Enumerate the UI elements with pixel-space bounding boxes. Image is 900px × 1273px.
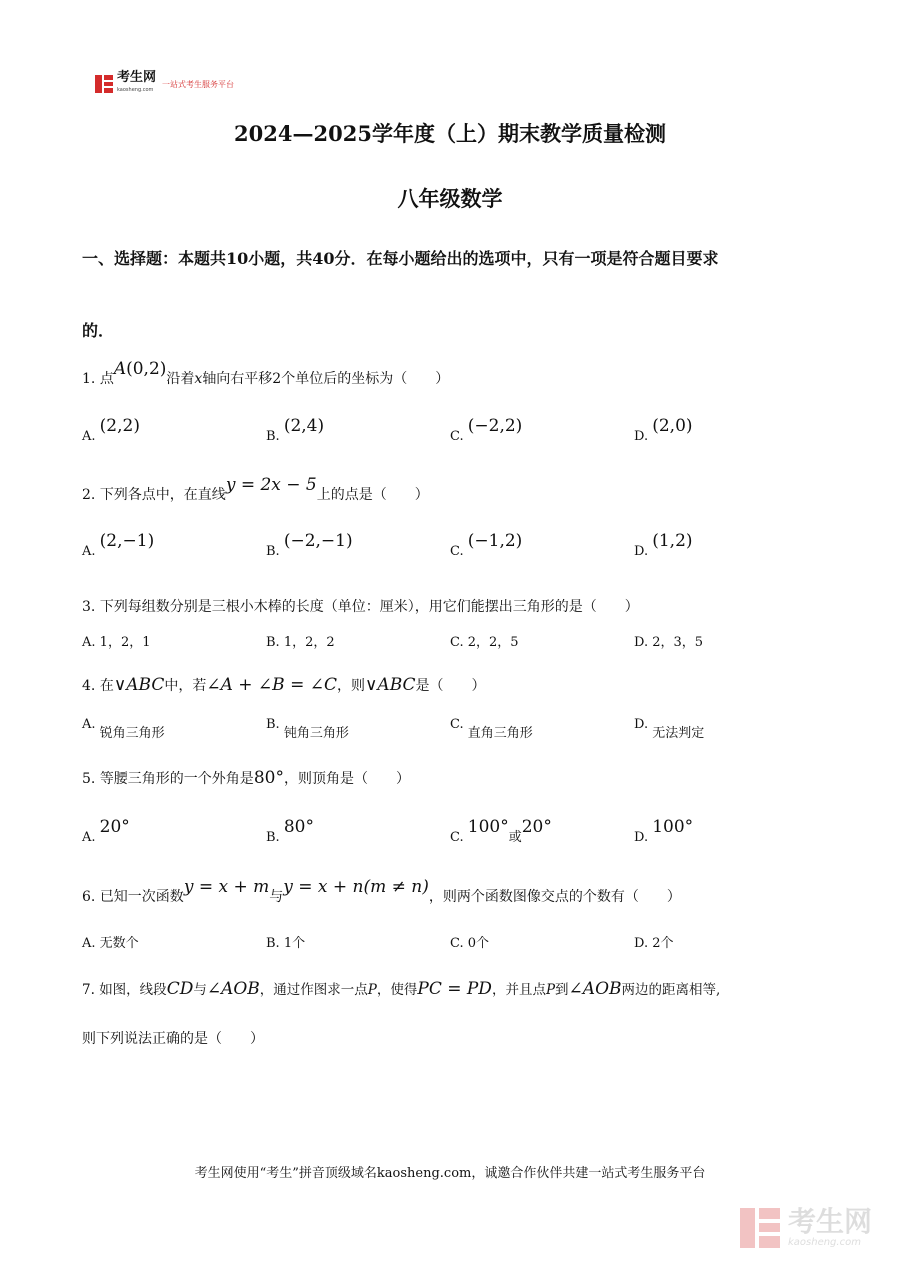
q5-option-c[interactable]: C. 100°或20° bbox=[450, 817, 552, 845]
q2-option-b[interactable]: B. (−2,−1) bbox=[266, 531, 353, 559]
section-heading-line2: 的． bbox=[82, 321, 115, 340]
kaosheng-logo-icon bbox=[95, 75, 113, 93]
q5-option-b[interactable]: B. 80° bbox=[266, 817, 314, 845]
q1-option-a[interactable]: A. (2,2) bbox=[82, 416, 140, 444]
q6-option-a[interactable]: A. 无数个 bbox=[82, 936, 139, 951]
q5-option-d[interactable]: D. 100° bbox=[634, 817, 694, 845]
q4-option-d[interactable]: D. 无法判定 bbox=[634, 717, 705, 741]
q6-option-c[interactable]: C. 0个 bbox=[450, 936, 490, 951]
question-6: 6. 已知一次函数y = x + m与y = x + n(m ≠ n)，则两个函数图像交点的个数有（ ） bbox=[82, 877, 681, 905]
logo-slogan: 一站式考生服务平台 bbox=[162, 79, 235, 89]
question-2: 2. 下列各点中，在直线y = 2x − 5上的点是（ ） bbox=[82, 475, 429, 503]
question-1: 1. 点A(0,2)沿着x轴向右平移2个单位后的坐标为（ ） bbox=[82, 359, 450, 387]
page-subtitle: 八年级数学 bbox=[397, 186, 503, 211]
header-logo bbox=[95, 72, 234, 96]
q1-option-b[interactable]: B. (2,4) bbox=[266, 416, 325, 444]
q3-option-b[interactable]: B. 1，2，2 bbox=[266, 635, 335, 650]
watermark bbox=[740, 1207, 872, 1248]
q6-option-b[interactable]: B. 1个 bbox=[266, 936, 306, 951]
question-4: 4. 在∨ABC中，若∠A + ∠B = ∠C，则∨ABC是（ ） bbox=[82, 675, 486, 695]
q1-option-d[interactable]: D. (2,0) bbox=[634, 416, 693, 444]
question-5: 5. 等腰三角形的一个外角是80°，则顶角是（ ） bbox=[82, 768, 410, 788]
watermark-name: 考生网 bbox=[787, 1205, 872, 1238]
question-7-line2: 则下列说法正确的是（ ） bbox=[82, 1031, 264, 1047]
watermark-domain: kaosheng.com bbox=[787, 1237, 861, 1248]
q2-option-a[interactable]: A. (2,−1) bbox=[82, 531, 155, 559]
q3-option-d[interactable]: D. 2，3，5 bbox=[634, 635, 704, 650]
page-title: 2024—2025学年度（上）期末教学质量检测 bbox=[234, 121, 666, 146]
q2-option-d[interactable]: D. (1,2) bbox=[634, 531, 693, 559]
q4-option-b[interactable]: B. 钝角三角形 bbox=[266, 717, 349, 741]
q4-option-c[interactable]: C. 直角三角形 bbox=[450, 717, 533, 741]
q6-option-d[interactable]: D. 2个 bbox=[634, 936, 674, 951]
kaosheng-watermark-icon bbox=[740, 1208, 780, 1248]
q4-option-a[interactable]: A. 锐角三角形 bbox=[82, 717, 165, 741]
logo-name: 考生网 bbox=[117, 70, 157, 85]
section-heading-line1: 一、选择题：本题共10小题，共40分．在每小题给出的选项中，只有一项是符合题目要求 bbox=[82, 249, 719, 268]
question-7: 7. 如图，线段CD与∠AOB，通过作图求一点P，使得PC = PD，并且点P到∠AOB两边的距离相等, bbox=[82, 979, 721, 999]
q1-option-c[interactable]: C. (−2,2) bbox=[450, 416, 523, 444]
q5-option-a[interactable]: A. 20° bbox=[82, 817, 130, 845]
q3-option-a[interactable]: A. 1，2，1 bbox=[82, 635, 151, 650]
logo-domain: kaosheng.com bbox=[117, 87, 154, 93]
page-footer: 考生网使用“考生”拼音顶级域名kaosheng.com，诚邀合作伙伴共建一站式考生服务平台 bbox=[194, 1166, 706, 1181]
q3-option-c[interactable]: C. 2，2，5 bbox=[450, 635, 519, 650]
question-3: 3. 下列每组数分别是三根小木棒的长度（单位：厘米），用它们能摆出三角形的是（ ） bbox=[82, 599, 639, 615]
q2-option-c[interactable]: C. (−1,2) bbox=[450, 531, 523, 559]
